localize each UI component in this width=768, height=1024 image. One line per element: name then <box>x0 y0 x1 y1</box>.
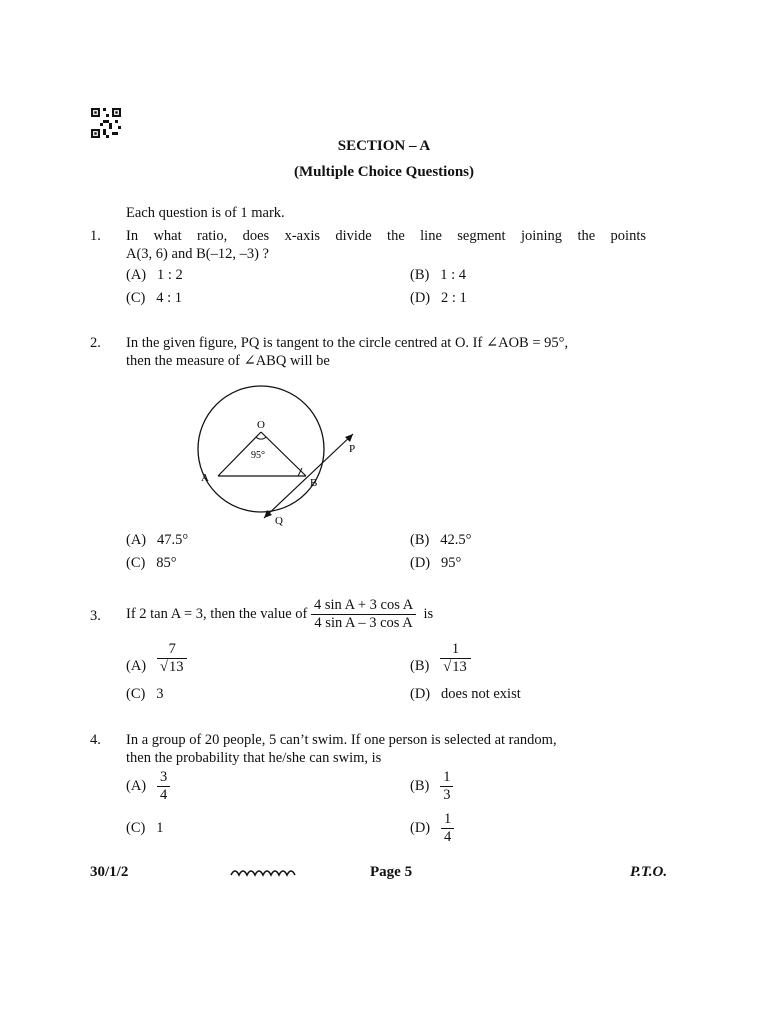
option-b[interactable]: (B) 42.5° <box>410 532 472 548</box>
option-b[interactable]: (B) $\frac{1}{√13}$ <box>410 642 471 675</box>
option-a[interactable]: (A) 47.5° <box>126 532 189 548</box>
option-a[interactable]: (A) $\frac{3}{4}$ <box>126 770 170 803</box>
qr-code-icon <box>91 108 121 138</box>
question-text: then the probability that he/she can swim, is <box>126 750 382 766</box>
expression-fraction: $\frac{\text{4 sin A + 3 cos A}}{\text{4 sin A – 3 cos A}}$ <box>311 598 416 631</box>
label-b: B <box>310 477 318 489</box>
option-a[interactable]: (A) $\frac{7}{√13}$ <box>126 642 187 675</box>
page-number: Page 5 <box>370 864 413 880</box>
label-q: Q <box>275 515 283 527</box>
option-d[interactable]: (D) does not exist <box>410 686 521 702</box>
option-d[interactable]: (D) $\frac{1}{4}$ <box>410 812 454 845</box>
label-o: O <box>257 419 265 431</box>
question-number: 2. <box>90 335 101 351</box>
option-d[interactable]: (D) 2 : 1 <box>410 290 467 306</box>
label-a: A <box>201 472 209 484</box>
option-c[interactable]: (C) 4 : 1 <box>126 290 182 306</box>
question-number: 3. <box>90 608 101 624</box>
question-text: In the given figure, PQ is tangent to the circle centred at O. If ∠AOB = 95°, <box>126 335 569 351</box>
option-a[interactable]: (A) 1 : 2 <box>126 267 183 283</box>
question-number: 4. <box>90 732 101 748</box>
option-b[interactable]: (B) $\frac{1}{3}$ <box>410 770 453 803</box>
question-text: then the measure of ∠ABQ will be <box>126 353 330 369</box>
instructions: Each question is of 1 mark. <box>126 205 285 221</box>
angle-label: 95° <box>251 450 265 461</box>
question-text: In a group of 20 people, 5 can’t swim. If one person is selected at random, <box>126 732 557 748</box>
paper-code: 30/1/2 <box>90 864 129 880</box>
question-text: A(3, 6) and B(–12, –3) ? <box>126 246 269 262</box>
question-text: In what ratio, does x-axis divide the line segment joining the points <box>126 228 646 244</box>
wave-ornament-icon <box>230 866 296 880</box>
option-c[interactable]: (C) 1 <box>126 820 164 836</box>
question-number: 1. <box>90 228 101 244</box>
option-c[interactable]: (C) 3 <box>126 686 164 702</box>
question-text: If 2 tan A = 3, then the value of $\frac{\text{4 sin A + 3 cos A}}{\text{4 sin A – 3 cos A}}$ is <box>126 597 434 632</box>
option-c[interactable]: (C) 85° <box>126 555 177 571</box>
pto-label: P.T.O. <box>630 864 668 880</box>
option-d[interactable]: (D) 95° <box>410 555 462 571</box>
circle-tangent-figure <box>180 370 380 535</box>
option-b[interactable]: (B) 1 : 4 <box>410 267 466 283</box>
section-title: SECTION – A <box>337 138 431 154</box>
label-p: P <box>349 443 356 455</box>
section-subtitle: (Multiple Choice Questions) <box>294 164 474 180</box>
